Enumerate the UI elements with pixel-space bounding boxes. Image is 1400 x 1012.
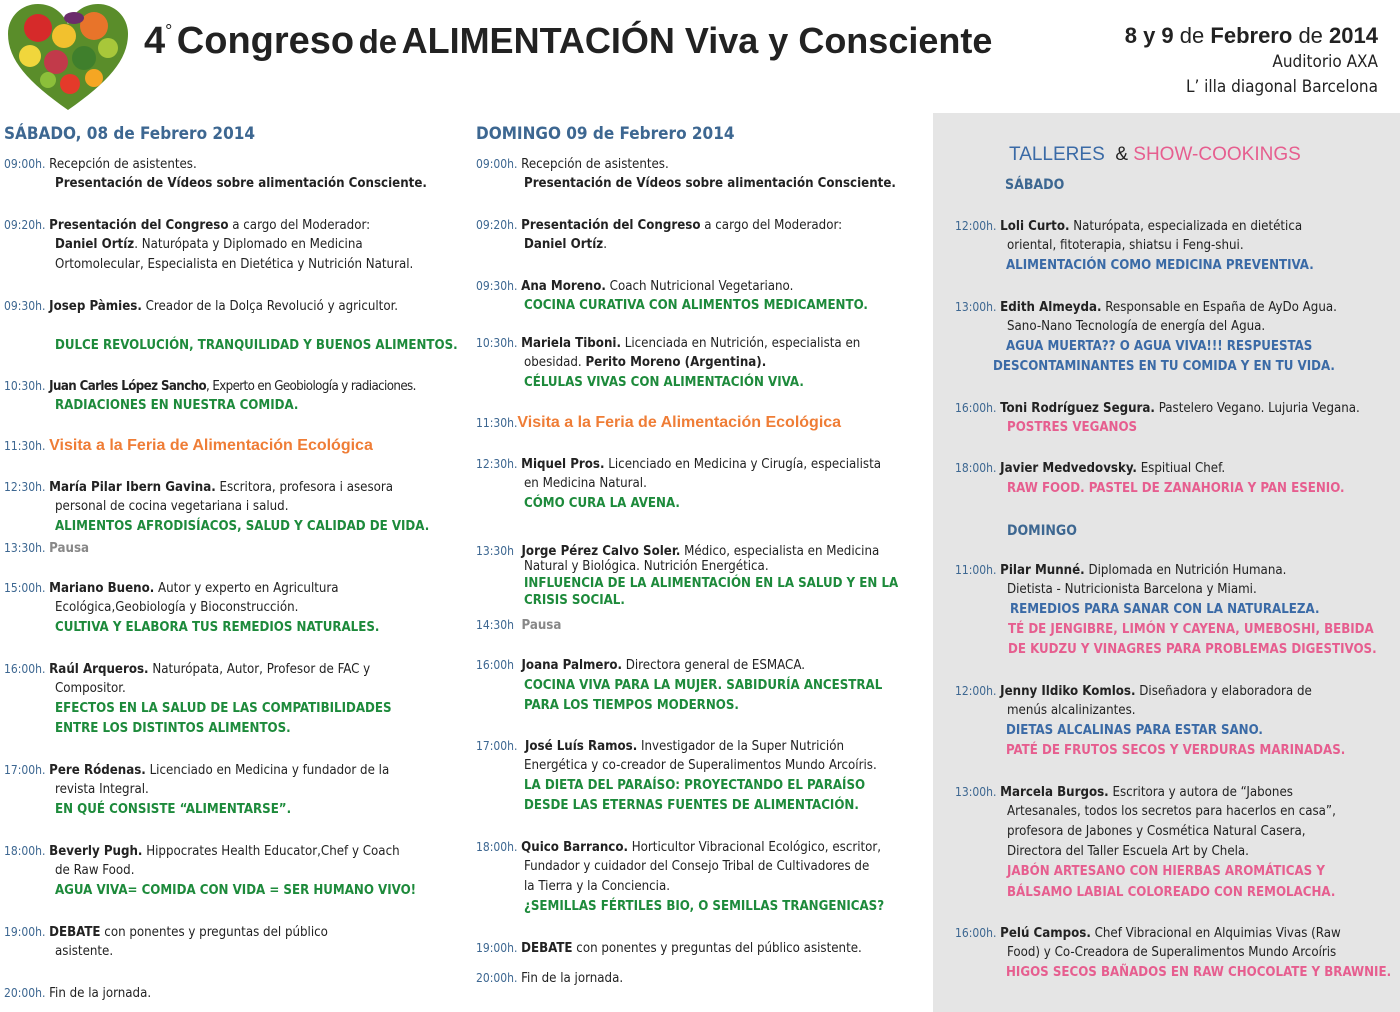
workshop-recipe: POSTRES VEGANOS: [1007, 420, 1138, 435]
talk-topic: DULCE REVOLUCIÓN, TRANQUILIDAD Y BUENOS ALIMENTOS.: [55, 338, 458, 353]
workshop-topic: REMEDIOS PARA SANAR CON LA NATURALEZA.: [1010, 602, 1320, 617]
schedule-detail: Ecológica,Geobiología y Bioconstrucción.: [55, 600, 299, 615]
talk-topic: DESDE LAS ETERNAS FUENTES DE ALIMENTACIÓN.: [524, 798, 859, 813]
talk-topic: INFLUENCIA DE LA ALIMENTACIÓN EN LA SALUD Y EN LA: [524, 576, 899, 591]
schedule-detail: revista Integral.: [55, 782, 149, 797]
congress-title: 4° Congreso de ALIMENTACIÓN Viva y Consciente: [144, 20, 993, 62]
schedule-item: 09:00h. Recepción de asistentes.: [476, 157, 669, 172]
talk-topic: RADIACIONES EN NUESTRA COMIDA.: [55, 398, 299, 413]
schedule-item: 13:30h. Pausa: [4, 541, 90, 556]
saturday-title: SÁBADO, 08 de Febrero 2014: [4, 124, 255, 144]
schedule-item: 11:30h. Visita a la Feria de Alimentación Ecológica: [4, 437, 373, 454]
schedule-detail: de Raw Food.: [55, 863, 135, 878]
talleres-saturday-label: SÁBADO: [1005, 177, 1065, 193]
schedule-detail: Presentación de Vídeos sobre alimentación Consciente.: [55, 176, 427, 191]
schedule-detail: asistente.: [55, 944, 114, 959]
schedule-item: 18:00h. Beverly Pugh. Hippocrates Health Educator,Chef y Coach: [4, 844, 400, 859]
talk-topic: CRISIS SOCIAL.: [524, 593, 625, 608]
workshop-recipe: HIGOS SECOS BAÑADOS EN RAW CHOCOLATE Y BRAWNIE.: [1006, 965, 1392, 980]
schedule-item: 12:30h. María Pilar Ibern Gavina. Escritora, profesora i asesora: [4, 480, 394, 495]
talk-topic: PARA LOS TIEMPOS MODERNOS.: [524, 698, 739, 713]
schedule-detail: Fundador y cuidador del Consejo Tribal de Cultivadores de: [524, 859, 870, 874]
schedule-item: 10:30h. Juan Carles López Sancho, Experto en Geobiología y radiaciones.: [4, 379, 416, 394]
talk-topic: EFECTOS EN LA SALUD DE LAS COMPATIBILIDADES: [55, 701, 392, 716]
workshop-recipe: BÁLSAMO LABIAL COLOREADO CON REMOLACHA.: [1007, 885, 1336, 900]
talk-topic: LA DIETA DEL PARAÍSO: PROYECTANDO EL PARAÍSO: [524, 778, 866, 793]
workshop-recipe: DE KUDZU Y VINAGRES PARA PROBLEMAS DIGESTIVOS.: [1008, 642, 1377, 657]
schedule-item: 09:20h. Presentación del Congreso a cargo del Moderador:: [476, 218, 843, 233]
talk-topic: ENTRE LOS DISTINTOS ALIMENTOS.: [55, 721, 291, 736]
schedule-item: 12:30h. Miquel Pros. Licenciado en Medicina y Cirugía, especialista: [476, 457, 882, 472]
workshop-topic: DIETAS ALCALINAS PARA ESTAR SANO.: [1006, 723, 1263, 738]
workshop-detail: oriental, fitoterapia, shiatsu i Feng-shui.: [1007, 238, 1244, 253]
workshop-detail: Food) y Co-Creadora de Superalimentos Mundo Arcoíris: [1007, 945, 1337, 960]
workshop-item: 16:00h. Pelú Campos. Chef Vibracional en Alquimias Vivas (Raw: [955, 926, 1341, 941]
schedule-detail: en Medicina Natural.: [524, 476, 647, 491]
schedule-detail: Ortomolecular, Especialista en Dietética y Nutrición Natural.: [55, 257, 414, 272]
talk-topic: CULTIVA Y ELABORA TUS REMEDIOS NATURALES.: [55, 620, 380, 635]
schedule-detail: Natural y Biológica. Nutrición Energética.: [524, 559, 769, 574]
workshop-topic: ALIMENTACIÓN COMO MEDICINA PREVENTIVA.: [1006, 258, 1314, 273]
schedule-item: 17:00h. José Luís Ramos. Investigador de la Super Nutrición: [476, 739, 844, 754]
talk-topic: ¿SEMILLAS FÉRTILES BIO, O SEMILLAS TRANGENICAS?: [524, 899, 885, 914]
schedule-item: 20:00h. Fin de la jornada.: [4, 986, 152, 1001]
workshop-item: 12:00h. Jenny Ildiko Komlos. Diseñadora y elaboradora de: [955, 684, 1312, 699]
schedule-detail: Compositor.: [55, 681, 126, 696]
workshop-detail: Sano-Nano Tecnología de energía del Agua.: [1007, 319, 1266, 334]
workshop-recipe: JABÓN ARTESANO CON HIERBAS AROMÁTICAS Y: [1007, 864, 1325, 879]
talk-topic: CÓMO CURA LA AVENA.: [524, 496, 680, 511]
schedule-item: 09:30h. Ana Moreno. Coach Nutricional Vegetariano.: [476, 279, 794, 294]
workshop-item: 12:00h. Loli Curto. Naturópata, especializada en dietética: [955, 219, 1303, 234]
schedule-detail: Daniel Ortíz. Naturópata y Diplomado en Medicina: [55, 237, 363, 252]
talleres-sunday-label: DOMINGO: [1007, 523, 1077, 539]
workshop-item: 18:00h. Javier Medvedovsky. Espitiual Chef.: [955, 461, 1226, 476]
schedule-detail: personal de cocina vegetariana i salud.: [55, 499, 289, 514]
venue: Auditorio AXA: [1272, 52, 1378, 72]
workshop-item: 13:00h. Marcela Burgos. Escritora y autora de “Jabones: [955, 785, 1293, 800]
workshop-item: 11:00h. Pilar Munné. Diplomada en Nutrición Humana.: [955, 563, 1287, 578]
schedule-item: 19:00h. DEBATE con ponentes y preguntas del público asistente.: [476, 941, 862, 956]
talk-topic: COCINA CURATIVA CON ALIMENTOS MEDICAMENTO.: [524, 298, 868, 313]
schedule-item: 18:00h. Quico Barranco. Horticultor Vibracional Ecológico, escritor,: [476, 840, 882, 855]
workshop-detail: menús alcalinizantes.: [1007, 703, 1136, 718]
schedule-item: 15:00h. Mariano Bueno. Autor y experto en Agricultura: [4, 581, 339, 596]
event-dates: 8 y 9 de Febrero de 2014: [1124, 23, 1378, 48]
workshop-topic: AGUA MUERTA?? O AGUA VIVA!!! RESPUESTAS: [1006, 339, 1313, 354]
workshop-detail: Dietista - Nutricionista Barcelona y Miami.: [1007, 582, 1257, 597]
schedule-item: 20:00h. Fin de la jornada.: [476, 971, 624, 986]
schedule-item: 16:00h Joana Palmero. Directora general de ESMACA.: [476, 658, 805, 673]
talk-topic: ALIMENTOS AFRODISÍACOS, SALUD Y CALIDAD DE VIDA.: [55, 519, 430, 534]
schedule-item: 19:00h. DEBATE con ponentes y preguntas del público: [4, 925, 328, 940]
talk-topic: EN QUÉ CONSISTE “ALIMENTARSE”.: [55, 802, 292, 817]
schedule-detail: la Tierra y la Conciencia.: [524, 879, 671, 894]
schedule-detail: Presentación de Vídeos sobre alimentación Consciente.: [524, 176, 896, 191]
workshop-detail: Artesanales, todos los secretos para hacerlos en casa”,: [1007, 804, 1336, 819]
schedule-item: 11:30h.Visita a la Feria de Alimentación Ecológica: [476, 414, 842, 431]
schedule-item: 09:20h. Presentación del Congreso a cargo del Moderador:: [4, 218, 371, 233]
workshop-detail: profesora de Jabones y Cosmética Natural Casera,: [1007, 824, 1306, 839]
workshop-recipe: RAW FOOD. PASTEL DE ZANAHORIA Y PAN ESENIO.: [1007, 481, 1345, 496]
talk-topic: AGUA VIVA= COMIDA CON VIDA = SER HUMANO VIVO!: [55, 883, 417, 898]
workshop-topic: DESCONTAMINANTES EN TU COMIDA Y EN TU VIDA.: [993, 359, 1335, 374]
schedule-detail: Daniel Ortíz.: [524, 237, 607, 252]
talk-topic: COCINA VIVA PARA LA MUJER. SABIDURÍA ANCESTRAL: [524, 678, 883, 693]
schedule-detail: obesidad. Perito Moreno (Argentina).: [524, 355, 767, 370]
workshop-detail: Directora del Taller Escuela Art by Chela.: [1007, 844, 1249, 859]
schedule-item: 17:00h. Pere Ródenas. Licenciado en Medicina y fundador de la: [4, 763, 390, 778]
schedule-item: 10:30h. Mariela Tiboni. Licenciada en Nutrición, especialista en: [476, 336, 861, 351]
schedule-item: 14:30h Pausa: [476, 618, 562, 633]
venue-location: L’ illa diagonal Barcelona: [1185, 77, 1378, 97]
schedule-item: 09:30h. Josep Pàmies. Creador de la Dolça Revolució y agricultor.: [4, 299, 399, 314]
heart-fruit-logo: [8, 4, 128, 112]
sunday-title: DOMINGO 09 de Febrero 2014: [476, 124, 735, 144]
schedule-detail: Energética y co-creador de Superalimentos Mundo Arcoíris.: [524, 758, 877, 773]
talk-topic: CÉLULAS VIVAS CON ALIMENTACIÓN VIVA.: [524, 375, 804, 390]
schedule-item: 13:30h Jorge Pérez Calvo Soler. Médico, especialista en Medicina: [476, 544, 880, 559]
workshop-recipe: TÉ DE JENGIBRE, LIMÓN Y CAYENA, UMEBOSHI, BEBIDA: [1008, 622, 1374, 637]
workshop-item: 16:00h. Toni Rodríguez Segura. Pastelero Vegano. Lujuria Vegana.: [955, 401, 1360, 416]
workshop-item: 13:00h. Edith Almeyda. Responsable en España de AyDo Agua.: [955, 300, 1337, 315]
schedule-item: 09:00h. Recepción de asistentes.: [4, 157, 197, 172]
workshop-recipe: PATÉ DE FRUTOS SECOS Y VERDURAS MARINADAS.: [1006, 743, 1346, 758]
schedule-item: 16:00h. Raúl Arqueros. Naturópata, Autor, Profesor de FAC y: [4, 662, 371, 677]
talleres-title: TALLERES & SHOW-COOKINGS: [1009, 144, 1301, 165]
